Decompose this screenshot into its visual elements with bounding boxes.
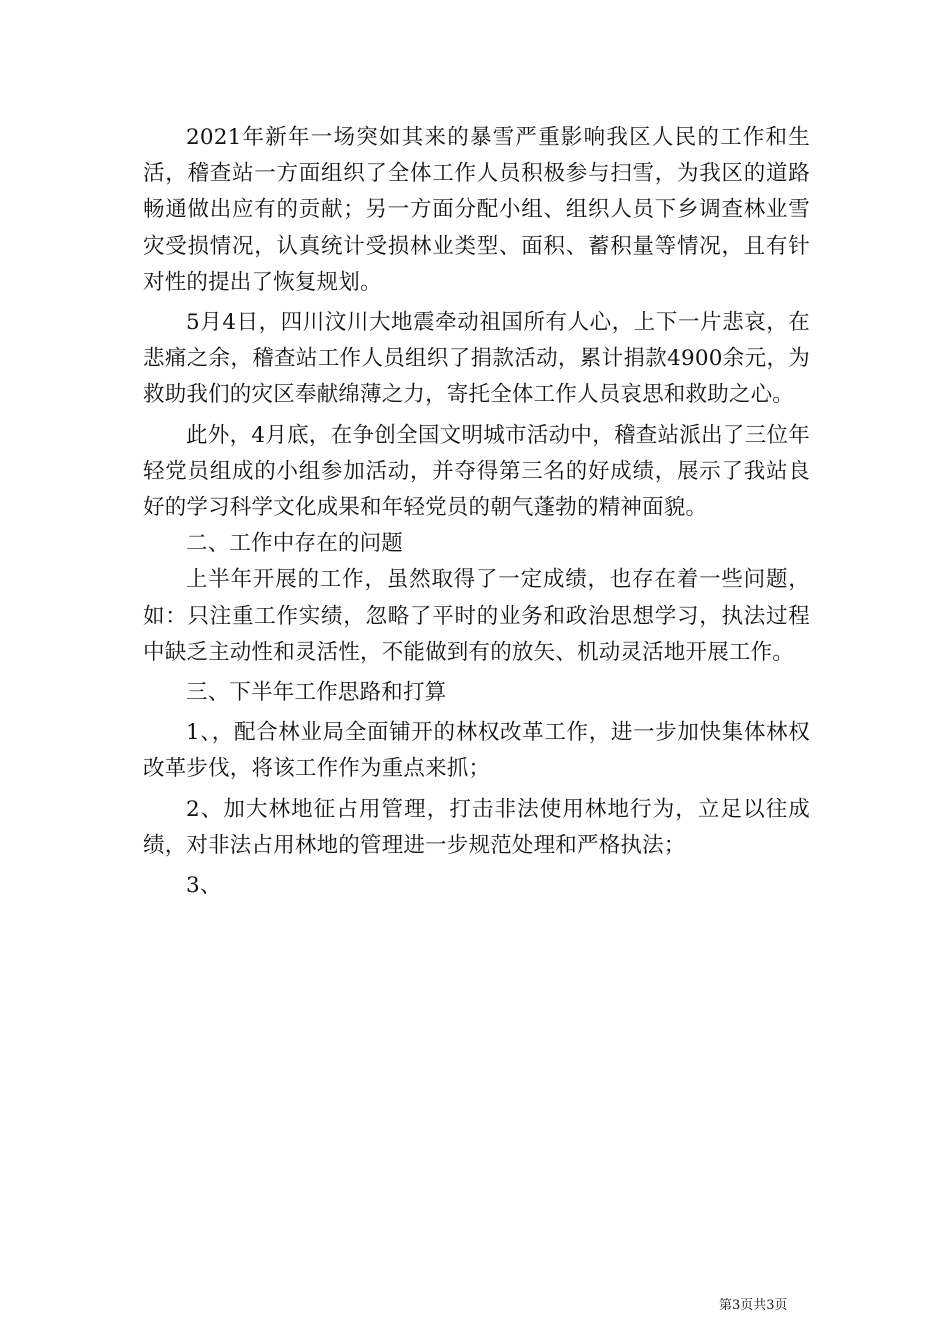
section-heading-plans: 三、下半年工作思路和打算	[186, 680, 447, 706]
paragraph-problems: 上半年开展的工作，虽然取得了一定成绩，也存在着一些问题，如：只注重工作实绩，忽略了平时的业务和政治思想学习，执法过程中缺乏主动性和灵活性，不能做到有的放矢、机动灵活地开展工作。	[143, 567, 810, 665]
paragraph-earthquake-donation: 5月4日，四川汶川大地震牵动祖国所有人心，上下一片悲哀，在悲痛之余，稽查站工作人员组织了捐款活动，累计捐款4900余元，为救助我们的灾区奉献绵薄之力，寄托全体工作人员哀思和救助之心。	[143, 310, 810, 408]
list-item-plan-3: 3、	[186, 873, 222, 899]
paragraph-civilized-city: 此外，4月底，在争创全国文明城市活动中，稽查站派出了三位年轻党员组成的小组参加活动，并夺得第三名的好成绩，展示了我站良好的学习科学文化成果和年轻党员的朝气蓬勃的精神面貌。	[143, 422, 810, 521]
document-body	[143, 120, 810, 904]
section-heading-problems: 二、工作中存在的问题	[186, 531, 404, 557]
page-number-footer: 第3页共3页	[719, 1298, 788, 1313]
list-item-plan-2: 2、加大林地征占用管理，打击非法使用林地行为，立足以往成绩，对非法占用林地的管理进一步规范处理和严格执法；	[143, 796, 810, 858]
list-item-plan-1: 1、，配合林业局全面铺开的林权改革工作，进一步加快集体林权改革步伐，将该工作作为重点来抓；	[143, 720, 810, 782]
paragraph-snow-disaster: 2021年新年一场突如其来的暴雪严重影响我区人民的工作和生活，稽查站一方面组织了全体工作人员积极参与扫雪，为我区的道路畅通做出应有的贡献；另一方面分配小组、组织人员下乡调查林业雪灾受损情况，认真统计受损林业类型、面积、蓄积量等情况，且有针对性的提出了恢复规划。	[143, 125, 810, 295]
